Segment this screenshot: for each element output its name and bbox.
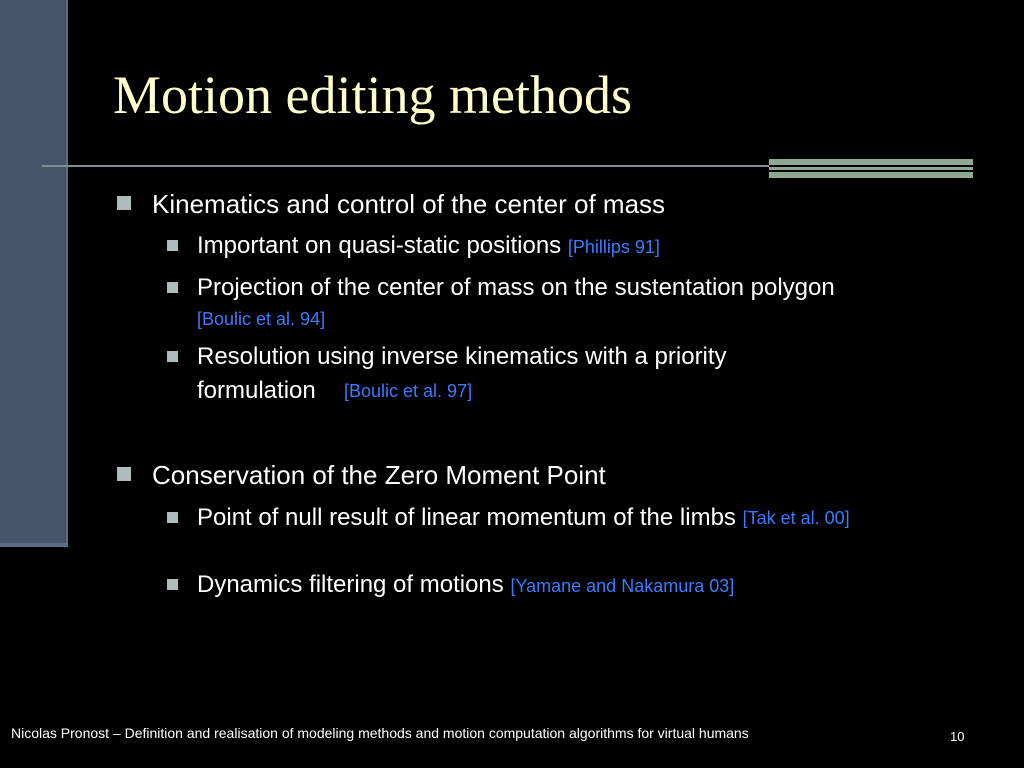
square-bullet-icon xyxy=(167,351,178,362)
square-bullet-icon xyxy=(167,512,178,523)
square-bullet-icon xyxy=(167,579,178,590)
square-bullet-icon xyxy=(167,240,178,251)
square-bullet-icon xyxy=(117,196,131,210)
sub-bullet-item xyxy=(197,229,967,264)
sub-bullet-item xyxy=(197,568,967,603)
citation-reference: [Yamane and Nakamura 03] xyxy=(510,576,735,596)
citation-reference: [Tak et al. 00] xyxy=(742,508,850,528)
bullet-item xyxy=(152,460,606,490)
citation-reference: [Phillips 91] xyxy=(567,237,660,257)
citation-reference: [Boulic et al. 94] xyxy=(197,309,326,329)
sub-bullet-item xyxy=(197,501,967,535)
footer-caption: Nicolas Pronost – Definition and realisation of modeling methods and motion computation algorithms for virtual humans xyxy=(11,725,749,741)
sub-bullet-text: Resolution using inverse kinematics with a priority formulation xyxy=(197,343,727,404)
bullet-item xyxy=(152,189,665,219)
sub-bullet-text: Projection of the center of mass on the sustentation polygon xyxy=(197,274,835,301)
page-number: 10 xyxy=(950,729,965,744)
sub-bullet-item xyxy=(197,271,967,333)
sub-bullet-text: Important on quasi-static positions xyxy=(197,232,562,259)
citation-reference: [Boulic et al. 97] xyxy=(344,381,473,401)
sub-bullet-text: Point of null result of linear momentum of the limbs xyxy=(197,504,736,531)
slide-title: Motion editing methods xyxy=(113,65,632,125)
bullet-text: Conservation of the Zero Moment Point xyxy=(152,460,606,490)
square-bullet-icon xyxy=(167,282,178,293)
sub-bullet-text: Dynamics filtering of motions xyxy=(197,571,504,598)
sub-bullet-item xyxy=(197,340,967,408)
square-bullet-icon xyxy=(117,467,131,481)
bullet-text: Kinematics and control of the center of mass xyxy=(152,189,666,219)
